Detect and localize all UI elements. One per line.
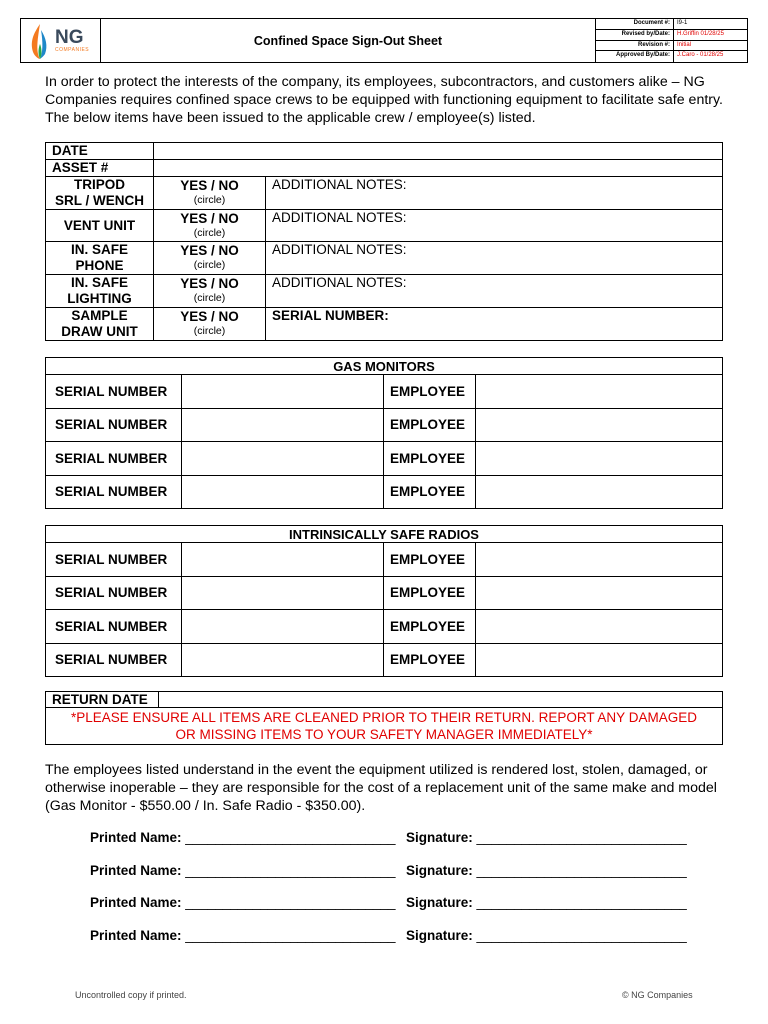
asset-label: ASSET # (46, 160, 154, 177)
footer-copyright: © NG Companies (622, 990, 693, 1000)
employee-label: EMPLOYEE (384, 543, 476, 577)
employee-field[interactable] (476, 375, 723, 409)
flame-logo-icon (29, 22, 51, 60)
serial-number-field[interactable] (182, 643, 384, 677)
gas-monitors-table (45, 357, 723, 509)
equipment-item-label: IN. SAFE LIGHTING (46, 275, 154, 308)
document-header (20, 18, 748, 63)
signature-field[interactable]: Signature: ____________________________ (406, 895, 687, 910)
meta-label: Approved By/Date: (596, 51, 674, 62)
equipment-item-label: IN. SAFE PHONE (46, 242, 154, 275)
document-meta-table (595, 19, 747, 62)
gas-monitors-title: GAS MONITORS (46, 358, 723, 375)
meta-value: I9-1 (674, 19, 748, 30)
printed-name-field[interactable]: Printed Name: ____________________________ (90, 895, 396, 910)
serial-number-field[interactable] (182, 442, 384, 476)
signature-row (90, 895, 690, 910)
equipment-item-label: TRIPOD SRL / WENCH (46, 177, 154, 210)
employee-field[interactable] (476, 408, 723, 442)
radios-title: INTRINSICALLY SAFE RADIOS (46, 526, 723, 543)
serial-number-field[interactable] (182, 475, 384, 509)
serial-number-label: SERIAL NUMBER (46, 543, 182, 577)
employee-field[interactable] (476, 610, 723, 644)
logo-text: NG (55, 27, 84, 48)
return-date-label: RETURN DATE (46, 692, 159, 708)
logo-subtext: COMPANIES (55, 47, 90, 53)
return-table (45, 691, 723, 745)
serial-number-field[interactable] (182, 408, 384, 442)
footer-disclaimer: Uncontrolled copy if printed. (75, 990, 187, 1000)
employee-label: EMPLOYEE (384, 475, 476, 509)
serial-number-field[interactable] (182, 375, 384, 409)
signature-row (90, 928, 690, 943)
signature-field[interactable]: Signature: ____________________________ (406, 863, 687, 878)
serial-number-label: SERIAL NUMBER (46, 375, 182, 409)
meta-label: Revision #: (596, 41, 674, 52)
additional-notes-field[interactable]: ADDITIONAL NOTES: (266, 210, 723, 242)
employee-field[interactable] (476, 643, 723, 677)
printed-name-field[interactable]: Printed Name: ____________________________ (90, 830, 396, 845)
employee-field[interactable] (476, 475, 723, 509)
yes-no-circle-field[interactable]: YES / NO (circle) (154, 177, 266, 210)
intro-paragraph: In order to protect the interests of the company, its employees, subcontractors, and customers alike – NG Companies requires confined space crews to be equipped with functioning equipment to facilitate safe entry. The below items have been issued to the applicable crew / employee(s) listed. (45, 74, 723, 126)
liability-paragraph: The employees listed understand in the event the equipment utilized is rendered lost, stolen, damaged, or otherwise inoperable – they are responsible for the cost of a replacement unit of the same make and model (Gas Monitor - $550.00 / In. Safe Radio - $350.00). (45, 762, 717, 814)
employee-label: EMPLOYEE (384, 610, 476, 644)
additional-notes-field[interactable]: ADDITIONAL NOTES: (266, 177, 723, 210)
serial-number-label: SERIAL NUMBER (46, 475, 182, 509)
serial-number-field[interactable]: SERIAL NUMBER: (266, 308, 723, 341)
additional-notes-field[interactable]: ADDITIONAL NOTES: (266, 242, 723, 275)
signature-row (90, 830, 690, 845)
asset-field[interactable] (154, 160, 723, 177)
yes-no-circle-field[interactable]: YES / NO (circle) (154, 275, 266, 308)
serial-number-label: SERIAL NUMBER (46, 610, 182, 644)
yes-no-circle-field[interactable]: YES / NO (circle) (154, 210, 266, 242)
printed-name-field[interactable]: Printed Name: ____________________________ (90, 928, 396, 943)
date-label: DATE (46, 143, 154, 160)
radios-table (45, 525, 723, 677)
logo (21, 19, 101, 62)
additional-notes-field[interactable]: ADDITIONAL NOTES: (266, 275, 723, 308)
serial-number-field[interactable] (182, 543, 384, 577)
date-field[interactable] (154, 143, 723, 160)
yes-no-circle-field[interactable]: YES / NO (circle) (154, 242, 266, 275)
serial-number-field[interactable] (182, 576, 384, 610)
meta-value: Initial (674, 41, 748, 52)
serial-number-label: SERIAL NUMBER (46, 576, 182, 610)
employee-field[interactable] (476, 576, 723, 610)
employee-field[interactable] (476, 543, 723, 577)
meta-value: J.Caro - 01/28/25 (677, 52, 724, 59)
meta-label: Document #: (596, 19, 674, 30)
equipment-table (45, 142, 723, 341)
printed-name-field[interactable]: Printed Name: ____________________________ (90, 863, 396, 878)
serial-number-field[interactable] (182, 610, 384, 644)
serial-number-label: SERIAL NUMBER (46, 408, 182, 442)
employee-label: EMPLOYEE (384, 576, 476, 610)
employee-label: EMPLOYEE (384, 643, 476, 677)
signature-field[interactable]: Signature: ____________________________ (406, 830, 687, 845)
serial-number-label: SERIAL NUMBER (46, 442, 182, 476)
yes-no-circle-field[interactable]: YES / NO (circle) (154, 308, 266, 341)
return-date-field[interactable] (159, 692, 723, 708)
employee-label: EMPLOYEE (384, 442, 476, 476)
signature-field[interactable]: Signature: ____________________________ (406, 928, 687, 943)
employee-field[interactable] (476, 442, 723, 476)
meta-label: Revised by/Date: (596, 30, 674, 41)
employee-label: EMPLOYEE (384, 375, 476, 409)
serial-number-label: SERIAL NUMBER (46, 643, 182, 677)
equipment-item-label: SAMPLE DRAW UNIT (46, 308, 154, 341)
equipment-item-label: VENT UNIT (46, 210, 154, 242)
return-warning: *PLEASE ENSURE ALL ITEMS ARE CLEANED PRIOR TO THEIR RETURN. REPORT ANY DAMAGED OR MISSING ITEMS TO YOUR SAFETY MANAGER IMMEDIATELY* (46, 708, 723, 745)
signature-row (90, 863, 690, 878)
meta-value: H.Griffin 01/28/25 (674, 30, 748, 41)
employee-label: EMPLOYEE (384, 408, 476, 442)
document-title: Confined Space Sign-Out Sheet (253, 33, 443, 48)
